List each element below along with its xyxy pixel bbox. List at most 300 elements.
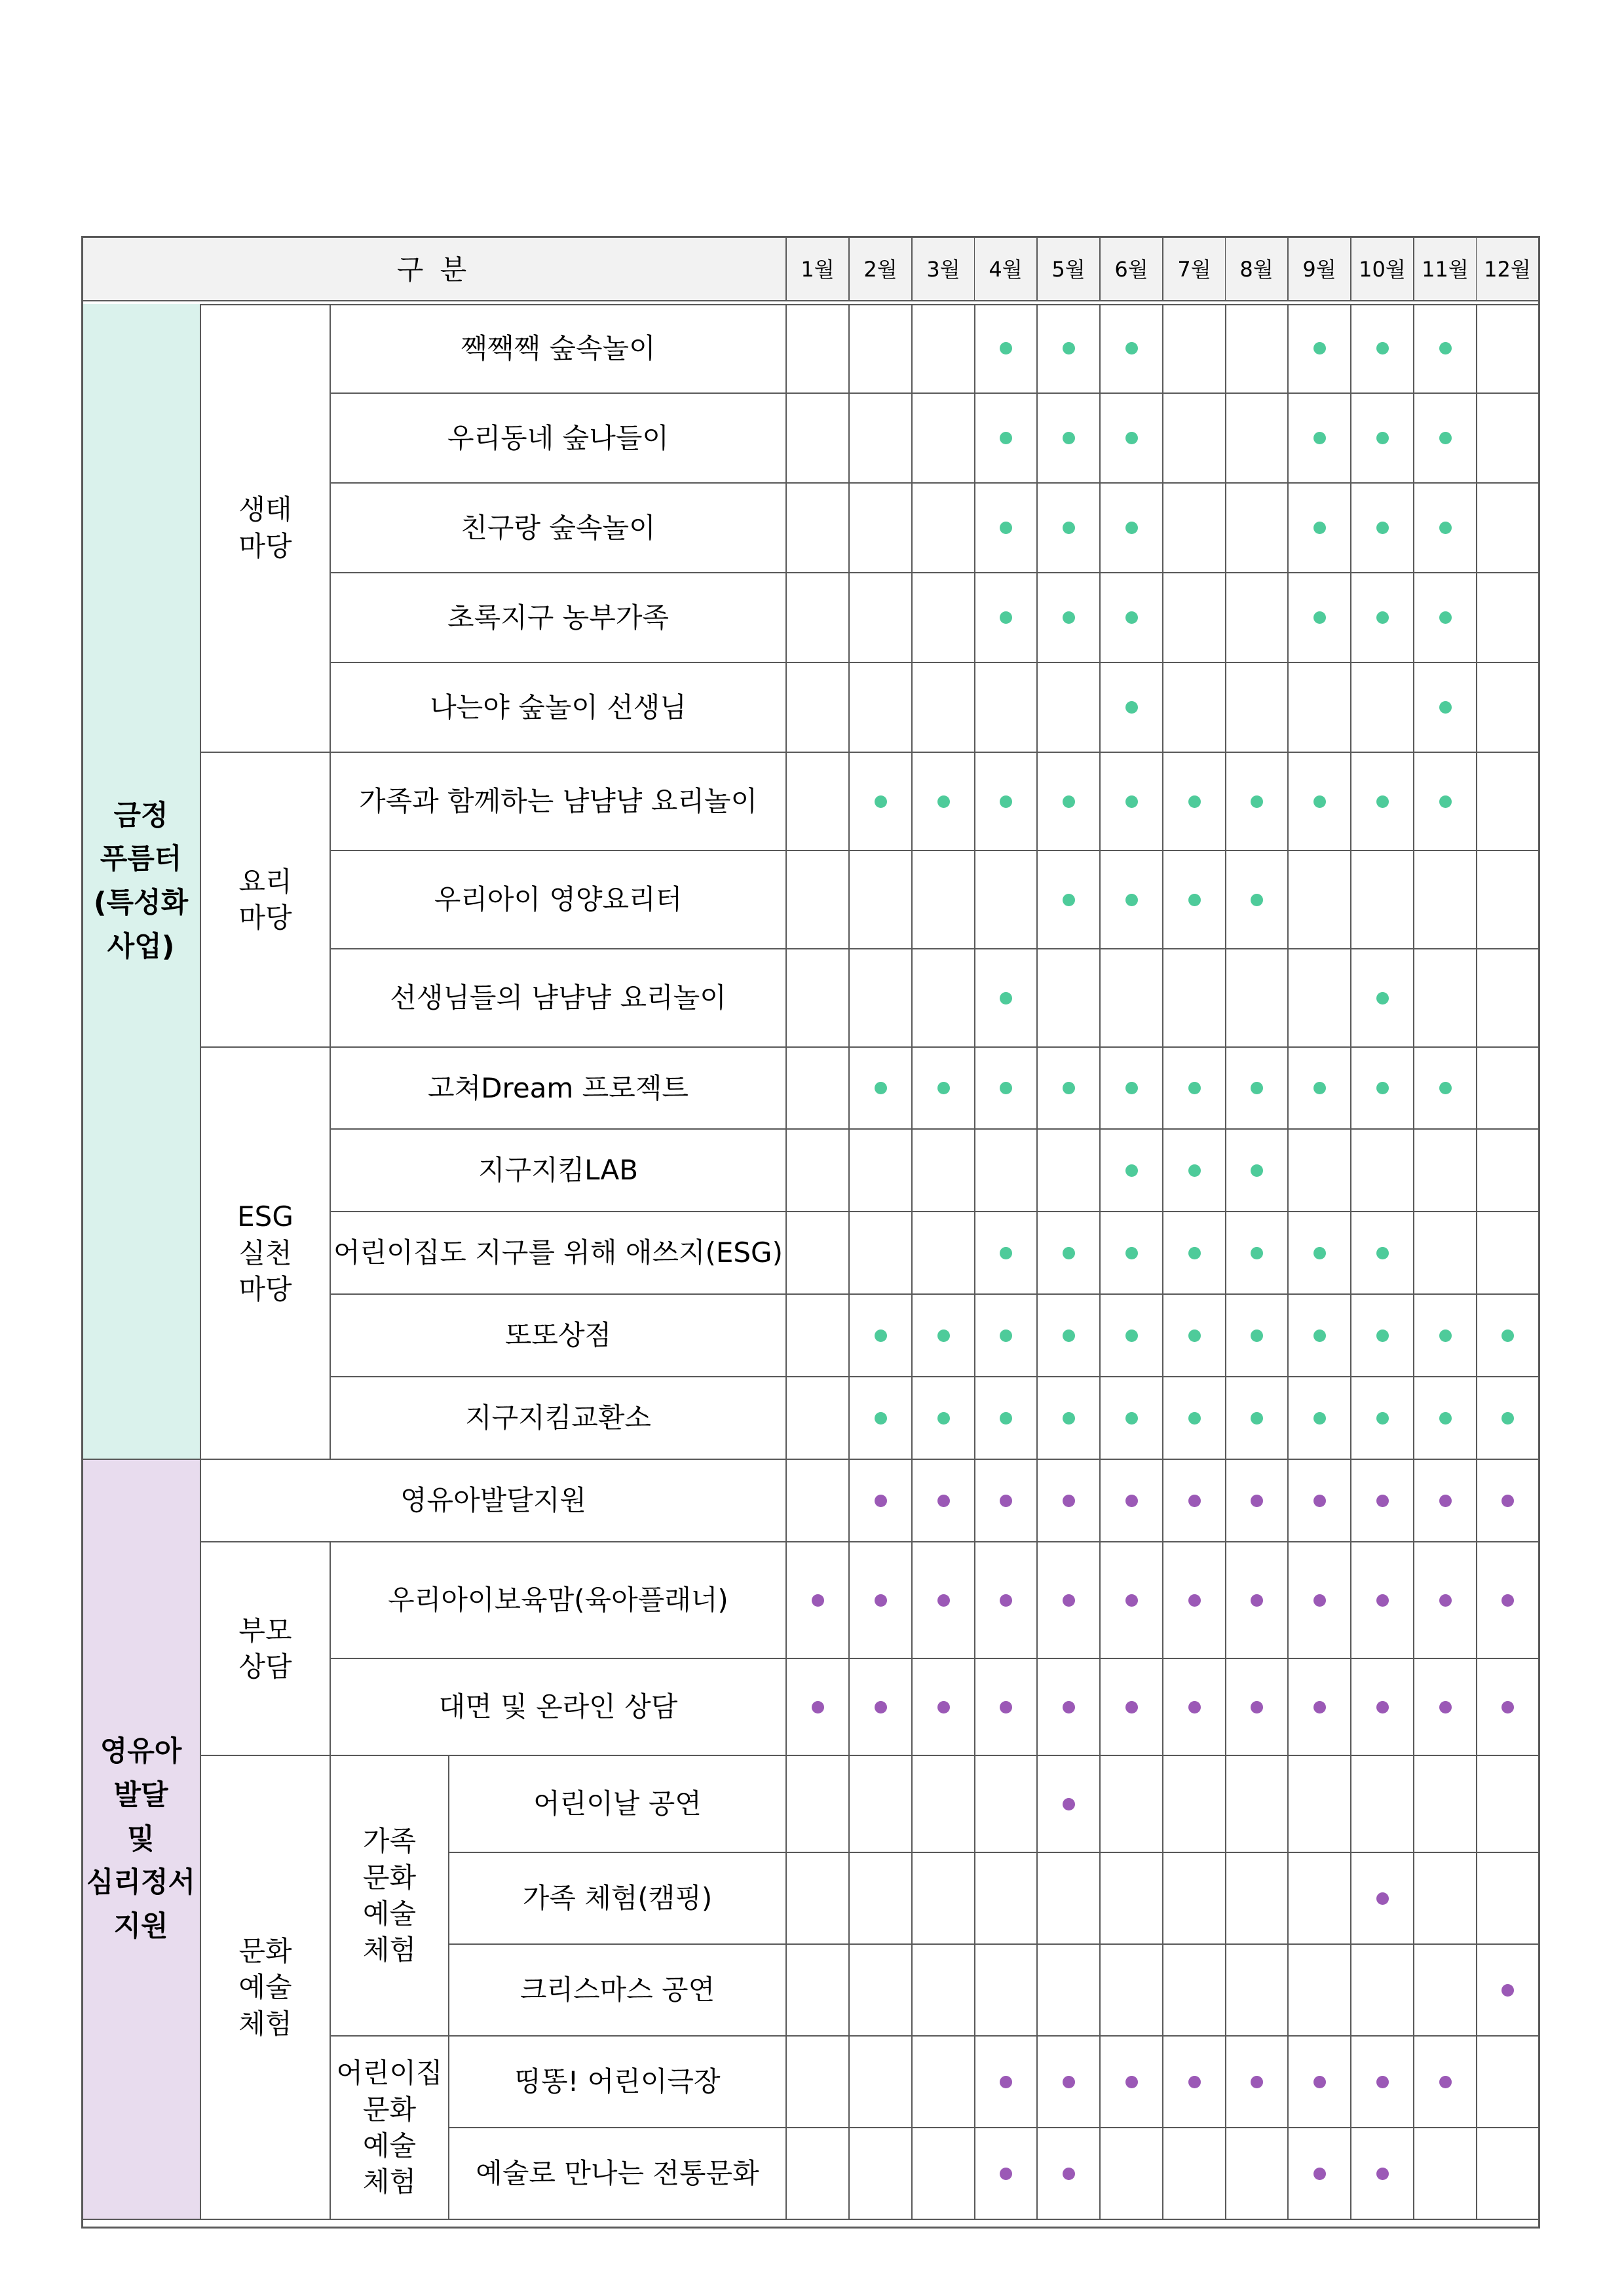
month-cell	[1351, 1945, 1414, 2037]
month-cell	[1289, 753, 1351, 851]
month-cell	[787, 663, 850, 753]
schedule-dot	[875, 1594, 887, 1607]
month-cell	[1414, 304, 1477, 394]
schedule-dot	[1376, 2168, 1389, 2180]
schedule-dot	[937, 795, 950, 808]
schedule-dot	[1125, 1330, 1138, 1342]
schedule-dot	[1125, 1594, 1138, 1607]
schedule-dot	[1125, 1495, 1138, 1507]
schedule-dot	[1125, 701, 1138, 714]
program-name-text: 친구랑 숲속놀이	[461, 511, 656, 544]
schedule-dot	[1376, 992, 1389, 1004]
schedule-dot	[1376, 342, 1389, 354]
month-cell	[1163, 1853, 1226, 1945]
schedule-dot	[1125, 522, 1138, 534]
schedule-dot	[1376, 2076, 1389, 2088]
activity-subcategory-text: 어린이집 문화 예술 체험	[336, 2057, 443, 2198]
month-cell	[1163, 573, 1226, 663]
schedule-dot	[1000, 1594, 1012, 1607]
month-cell	[850, 1212, 913, 1295]
month-cell	[1477, 1853, 1539, 1945]
month-cell	[1289, 1542, 1351, 1659]
program-name	[449, 1756, 787, 1853]
schedule-dot	[1000, 522, 1012, 534]
month-header-10	[1351, 237, 1414, 304]
month-cell	[975, 663, 1038, 753]
month-cell	[913, 2037, 975, 2128]
month-cell	[850, 1295, 913, 1377]
month-cell	[1038, 573, 1101, 663]
month-cell	[1351, 663, 1414, 753]
month-cell	[1414, 1212, 1477, 1295]
month-cell	[787, 1659, 850, 1756]
program-group	[82, 1460, 201, 2220]
month-cell	[1038, 1295, 1101, 1377]
schedule-dot	[1188, 1594, 1201, 1607]
month-cell	[1163, 1048, 1226, 1130]
schedule-dot	[1501, 1594, 1514, 1607]
schedule-dot	[1000, 611, 1012, 624]
month-cell	[975, 484, 1038, 573]
schedule-dot	[1439, 1495, 1452, 1507]
program-name-text: 띵똥! 어린이극장	[514, 2065, 721, 2098]
schedule-dot	[1125, 611, 1138, 624]
month-cell	[1351, 1377, 1414, 1460]
month-cell	[1226, 2037, 1289, 2128]
month-cell	[850, 573, 913, 663]
schedule-dot	[1439, 1082, 1452, 1094]
schedule-dot	[1313, 1082, 1326, 1094]
month-header-10-text: 10월	[1359, 257, 1406, 282]
schedule-dot	[1439, 701, 1452, 714]
month-cell	[787, 1853, 850, 1945]
month-cell	[1163, 663, 1226, 753]
activity-category-text: 문화 예술 체험	[238, 1934, 292, 2040]
schedule-dot	[1063, 894, 1075, 906]
month-cell	[1289, 949, 1351, 1048]
schedule-dot	[1188, 1330, 1201, 1342]
header-title	[82, 237, 787, 304]
month-cell	[787, 573, 850, 663]
schedule-dot	[1251, 1330, 1263, 1342]
month-cell	[913, 1130, 975, 1212]
month-cell	[1163, 2037, 1226, 2128]
schedule-dot	[1125, 2076, 1138, 2088]
month-header-5	[1038, 237, 1101, 304]
month-cell	[913, 573, 975, 663]
month-cell	[975, 394, 1038, 484]
activity-category	[201, 1048, 331, 1460]
schedule-dot	[1125, 342, 1138, 354]
month-cell	[1226, 573, 1289, 663]
month-cell	[1101, 1756, 1163, 1853]
schedule-dot	[1251, 1701, 1263, 1713]
month-cell	[850, 1659, 913, 1756]
activity-subcategory	[331, 2037, 449, 2220]
schedule-dot	[1376, 1495, 1389, 1507]
program-name-text: 짹짹짹 숲속놀이	[461, 332, 656, 364]
month-cell	[1038, 1048, 1101, 1130]
schedule-dot	[1313, 2168, 1326, 2180]
month-cell	[1163, 1460, 1226, 1542]
month-cell	[913, 304, 975, 394]
month-cell	[1101, 1945, 1163, 2037]
month-cell	[913, 1659, 975, 1756]
month-cell	[1414, 2128, 1477, 2220]
month-cell	[787, 394, 850, 484]
program-name-text: 우리동네 숲나들이	[447, 421, 669, 454]
month-header-3	[913, 237, 975, 304]
month-header-2-text: 2월	[863, 257, 897, 282]
month-cell	[1477, 1756, 1539, 1853]
month-cell	[1289, 851, 1351, 949]
month-cell	[975, 1130, 1038, 1212]
schedule-dot	[1251, 1082, 1263, 1094]
month-header-9-text: 9월	[1302, 257, 1336, 282]
schedule-dot	[875, 1495, 887, 1507]
month-cell	[1289, 1130, 1351, 1212]
month-cell	[1226, 1945, 1289, 2037]
month-cell	[1289, 1945, 1351, 2037]
schedule-dot	[1313, 1412, 1326, 1425]
schedule-dot	[1439, 342, 1452, 354]
month-cell	[1163, 1295, 1226, 1377]
month-cell	[1101, 1542, 1163, 1659]
program-name-text: 지구지킴LAB	[478, 1154, 639, 1187]
program-name	[201, 1460, 787, 1542]
schedule-dot	[1251, 1412, 1263, 1425]
schedule-dot	[1376, 432, 1389, 444]
schedule-dot	[1000, 1701, 1012, 1713]
schedule-dot	[937, 1082, 950, 1094]
schedule-dot	[1125, 1082, 1138, 1094]
month-cell	[1226, 663, 1289, 753]
schedule-dot	[1439, 1412, 1452, 1425]
schedule-dot	[875, 1701, 887, 1713]
month-cell	[913, 484, 975, 573]
month-cell	[913, 2128, 975, 2220]
schedule-dot	[1313, 795, 1326, 808]
month-cell	[1226, 484, 1289, 573]
month-cell	[1163, 2128, 1226, 2220]
schedule-dot	[1439, 1701, 1452, 1713]
month-cell	[1038, 753, 1101, 851]
month-cell	[850, 1945, 913, 2037]
schedule-dot	[1251, 1164, 1263, 1177]
month-cell	[1477, 1945, 1539, 2037]
month-cell	[975, 949, 1038, 1048]
program-name-text: 우리아이보육맘(육아플래너)	[388, 1584, 728, 1617]
month-cell	[1351, 753, 1414, 851]
schedule-dot	[1376, 1247, 1389, 1259]
month-cell	[1038, 2128, 1101, 2220]
month-cell	[1289, 1853, 1351, 1945]
month-cell	[1226, 394, 1289, 484]
month-cell	[1101, 1460, 1163, 1542]
month-header-9	[1289, 237, 1351, 304]
schedule-dot	[1501, 1495, 1514, 1507]
month-cell	[1101, 753, 1163, 851]
month-cell	[1289, 1048, 1351, 1130]
month-cell	[913, 1853, 975, 1945]
schedule-dot	[812, 1701, 824, 1713]
schedule-dot	[812, 1594, 824, 1607]
month-cell	[1414, 1945, 1477, 2037]
month-cell	[1038, 304, 1101, 394]
schedule-dot	[875, 1330, 887, 1342]
month-cell	[975, 1212, 1038, 1295]
schedule-dot	[1125, 432, 1138, 444]
schedule-dot	[1313, 611, 1326, 624]
month-cell	[787, 1460, 850, 1542]
schedule-dot	[1063, 1798, 1075, 1810]
month-cell	[1414, 949, 1477, 1048]
schedule-dot	[1063, 1701, 1075, 1713]
month-cell	[1414, 663, 1477, 753]
month-cell	[975, 1756, 1038, 1853]
schedule-dot	[1376, 1082, 1389, 1094]
month-cell	[913, 663, 975, 753]
schedule-dot	[1376, 1330, 1389, 1342]
month-cell	[1163, 949, 1226, 1048]
month-cell	[1226, 1377, 1289, 1460]
month-cell	[975, 753, 1038, 851]
schedule-dot	[1000, 432, 1012, 444]
schedule-dot	[1063, 611, 1075, 624]
month-cell	[1289, 1295, 1351, 1377]
schedule-dot	[1000, 992, 1012, 1004]
month-cell	[975, 1853, 1038, 1945]
month-cell	[1477, 394, 1539, 484]
month-cell	[1351, 1542, 1414, 1659]
month-cell	[787, 1377, 850, 1460]
month-cell	[1163, 1130, 1226, 1212]
month-cell	[787, 2037, 850, 2128]
month-cell	[850, 1756, 913, 1853]
schedule-dot	[1376, 1892, 1389, 1905]
activity-category-text: 생태 마당	[238, 493, 292, 562]
month-cell	[913, 753, 975, 851]
activity-category-text: 부모 상담	[238, 1614, 292, 1683]
program-name	[331, 1377, 787, 1460]
schedule-dot	[1251, 2076, 1263, 2088]
schedule-dot	[1251, 1495, 1263, 1507]
month-cell	[1101, 851, 1163, 949]
month-cell	[1351, 1460, 1414, 1542]
program-name-text: 지구지킴교환소	[464, 1402, 651, 1434]
month-cell	[850, 1853, 913, 1945]
month-cell	[1351, 1853, 1414, 1945]
month-cell	[1414, 484, 1477, 573]
month-header-2	[850, 237, 913, 304]
month-cell	[975, 1659, 1038, 1756]
program-name	[331, 753, 787, 851]
month-cell	[1289, 304, 1351, 394]
month-cell	[1414, 1853, 1477, 1945]
schedule-dot	[1125, 1247, 1138, 1259]
schedule-dot	[1125, 1412, 1138, 1425]
month-cell	[850, 851, 913, 949]
month-cell	[1289, 394, 1351, 484]
schedule-dot	[1439, 522, 1452, 534]
schedule-dot	[1376, 1594, 1389, 1607]
schedule-dot	[1063, 1247, 1075, 1259]
header-title-text: 구 분	[396, 253, 471, 286]
program-name	[331, 1212, 787, 1295]
month-cell	[1163, 1212, 1226, 1295]
month-cell	[1289, 663, 1351, 753]
month-cell	[1477, 1130, 1539, 1212]
month-cell	[1163, 1377, 1226, 1460]
activity-category	[201, 1542, 331, 1756]
month-cell	[1351, 949, 1414, 1048]
schedule-dot	[1313, 522, 1326, 534]
month-cell	[1163, 753, 1226, 851]
month-cell	[850, 304, 913, 394]
schedule-dot	[1376, 522, 1389, 534]
schedule-dot	[1188, 2076, 1201, 2088]
month-cell	[1101, 1853, 1163, 1945]
activity-category-text: ESG 실천 마당	[237, 1200, 293, 1306]
month-cell	[1038, 663, 1101, 753]
month-cell	[1289, 1377, 1351, 1460]
program-name	[331, 663, 787, 753]
program-group-text: 금정 푸름터 (특성화사업)	[93, 799, 189, 963]
schedule-dot	[1313, 1247, 1326, 1259]
month-cell	[787, 1756, 850, 1853]
month-cell	[1414, 394, 1477, 484]
month-cell	[975, 851, 1038, 949]
program-name-text: 예술로 만나는 전통문화	[476, 2157, 759, 2190]
month-cell	[1414, 1542, 1477, 1659]
schedule-dot	[1313, 342, 1326, 354]
month-cell	[850, 1460, 913, 1542]
schedule-dot	[1439, 1594, 1452, 1607]
month-header-5-text: 5월	[1051, 257, 1086, 282]
month-cell	[1038, 1212, 1101, 1295]
schedule-dot	[1501, 1330, 1514, 1342]
schedule-dot	[1188, 1082, 1201, 1094]
month-cell	[787, 949, 850, 1048]
month-cell	[1101, 573, 1163, 663]
month-cell	[913, 1460, 975, 1542]
schedule-dot	[1125, 1164, 1138, 1177]
month-header-4-text: 4월	[989, 257, 1023, 282]
month-cell	[1289, 1212, 1351, 1295]
month-cell	[1289, 484, 1351, 573]
month-cell	[1414, 1756, 1477, 1853]
month-cell	[850, 949, 913, 1048]
month-cell	[850, 1048, 913, 1130]
month-cell	[1038, 1945, 1101, 2037]
month-cell	[1351, 2037, 1414, 2128]
month-cell	[1477, 1295, 1539, 1377]
schedule-dot	[1439, 611, 1452, 624]
month-cell	[1101, 1130, 1163, 1212]
program-name-text: 초록지구 농부가족	[447, 601, 669, 634]
program-group-text: 영유아 발달 및 심리정서 지원	[86, 1735, 196, 1943]
schedule-dot	[1313, 1594, 1326, 1607]
month-cell	[1226, 949, 1289, 1048]
month-cell	[850, 2037, 913, 2128]
schedule-dot	[1376, 1412, 1389, 1425]
schedule-dot	[1063, 1594, 1075, 1607]
month-cell	[975, 2128, 1038, 2220]
month-cell	[850, 2128, 913, 2220]
schedule-dot	[1063, 522, 1075, 534]
month-cell	[1226, 753, 1289, 851]
schedule-dot	[1188, 1412, 1201, 1425]
month-cell	[975, 2037, 1038, 2128]
month-cell	[1226, 304, 1289, 394]
schedule-dot	[1251, 1247, 1263, 1259]
month-cell	[1477, 1048, 1539, 1130]
schedule-dot	[875, 795, 887, 808]
month-cell	[1226, 1460, 1289, 1542]
program-name-text: 대면 및 온라인 상담	[438, 1691, 678, 1723]
program-name	[449, 1853, 787, 1945]
month-cell	[975, 1945, 1038, 2037]
month-cell	[1101, 2128, 1163, 2220]
month-cell	[1477, 753, 1539, 851]
month-cell	[1414, 573, 1477, 663]
month-cell	[1038, 1853, 1101, 1945]
schedule-dot	[1125, 894, 1138, 906]
month-cell	[787, 304, 850, 394]
month-cell	[1477, 304, 1539, 394]
schedule-dot	[1501, 1412, 1514, 1425]
month-cell	[787, 484, 850, 573]
schedule-dot	[1125, 1701, 1138, 1713]
month-cell	[1038, 394, 1101, 484]
program-name	[331, 304, 787, 394]
month-cell	[975, 1377, 1038, 1460]
month-cell	[1163, 1542, 1226, 1659]
schedule-dot	[1313, 432, 1326, 444]
month-cell	[1038, 1130, 1101, 1212]
month-cell	[1163, 1756, 1226, 1853]
month-header-12-text: 12월	[1484, 257, 1531, 282]
month-cell	[850, 1377, 913, 1460]
schedule-dot	[1063, 1495, 1075, 1507]
month-cell	[1101, 1377, 1163, 1460]
month-cell	[1289, 573, 1351, 663]
month-cell	[1477, 663, 1539, 753]
schedule-dot	[1188, 795, 1201, 808]
month-header-4	[975, 237, 1038, 304]
month-cell	[913, 1945, 975, 2037]
month-cell	[1038, 484, 1101, 573]
schedule-dot	[1000, 1412, 1012, 1425]
month-cell	[1163, 1659, 1226, 1756]
month-cell	[850, 663, 913, 753]
month-header-8	[1226, 237, 1289, 304]
program-name	[331, 1048, 787, 1130]
program-name	[331, 1659, 787, 1756]
schedule-dot	[1188, 1495, 1201, 1507]
month-cell	[1477, 573, 1539, 663]
month-cell	[787, 1212, 850, 1295]
month-cell	[1414, 2037, 1477, 2128]
month-cell	[1414, 1295, 1477, 1377]
schedule-dot	[1501, 1701, 1514, 1713]
month-header-11	[1414, 237, 1477, 304]
schedule-dot	[937, 1330, 950, 1342]
program-name-text: 나는야 숲놀이 선생님	[430, 691, 687, 723]
activity-subcategory-text: 가족 문화 예술 체험	[362, 1825, 417, 1966]
month-header-3-text: 3월	[926, 257, 960, 282]
schedule-dot	[1376, 795, 1389, 808]
